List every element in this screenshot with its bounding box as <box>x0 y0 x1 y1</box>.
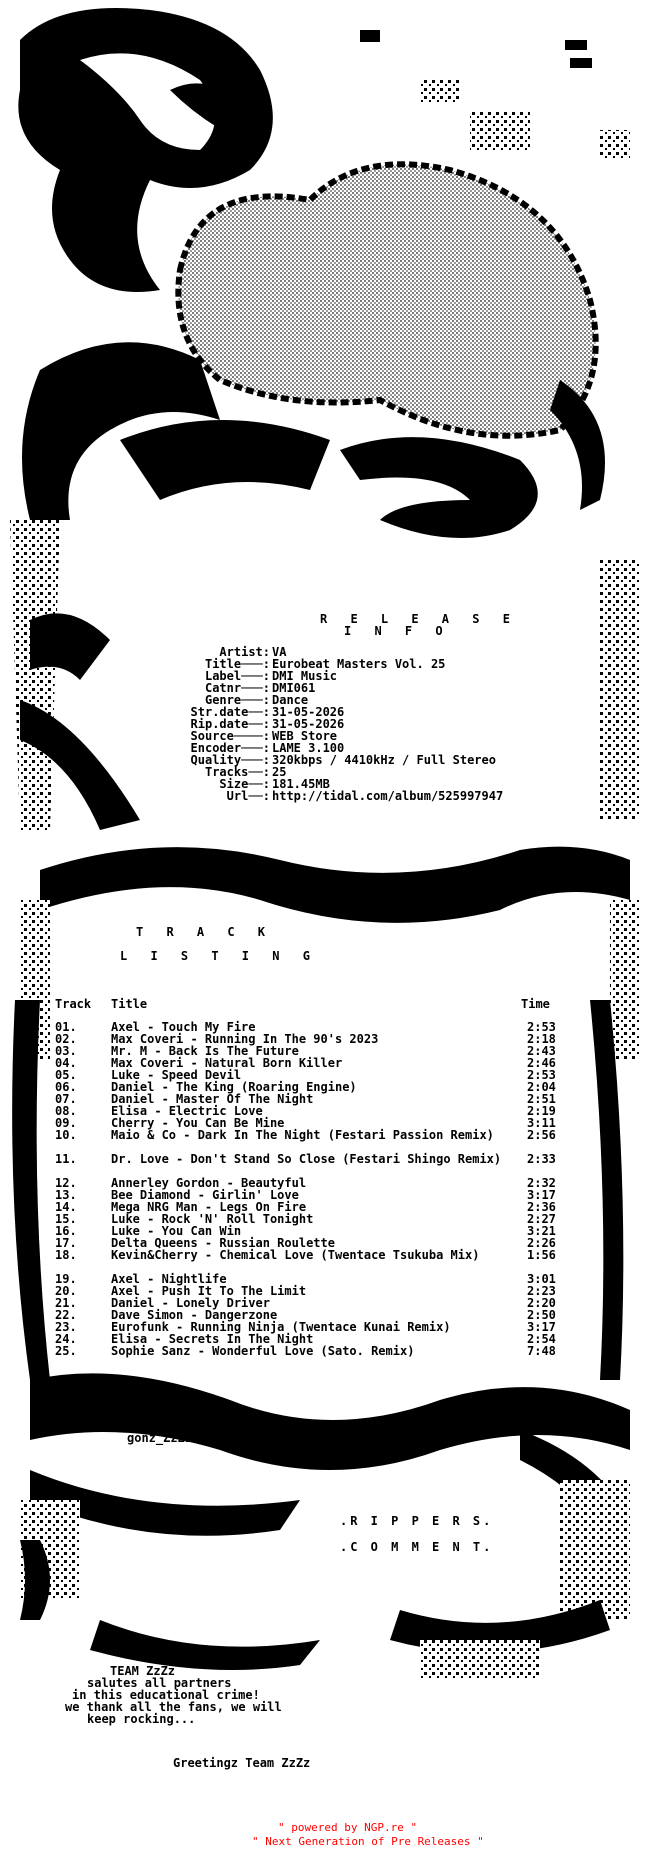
track-time: 2:19 <box>527 1104 556 1118</box>
column-header-title: Title <box>111 997 148 1011</box>
track-number: 18. <box>55 1248 77 1262</box>
track-time: 2:27 <box>527 1212 556 1226</box>
track-number: 11. <box>55 1152 77 1166</box>
track-title: Luke - Rock 'N' Roll Tonight <box>111 1212 314 1226</box>
track-time: 3:11 <box>527 1116 556 1130</box>
track-time: 2:51 <box>527 1092 556 1106</box>
info-value: DMI061 <box>272 681 316 695</box>
track-number: 23. <box>55 1320 77 1334</box>
info-row-url <box>0 790 656 802</box>
track-title: Daniel - Master Of The Night <box>111 1092 314 1106</box>
info-value: 320kbps / 4410kHz / Full Stereo <box>272 753 496 767</box>
track-time: 3:17 <box>527 1188 556 1202</box>
comment-line: TEAM ZzZz <box>110 1664 176 1678</box>
track-number: 12. <box>55 1176 77 1190</box>
track-number: 02. <box>55 1032 77 1046</box>
info-value: Dance <box>272 693 309 707</box>
track-number: 16. <box>55 1224 77 1238</box>
track-title: Dave Simon - Dangerzone <box>111 1308 278 1322</box>
track-title: Luke - Speed Devil <box>111 1068 242 1082</box>
info-heading: I N F O <box>344 624 451 638</box>
info-value: DMI Music <box>272 669 338 683</box>
track-time: 2:50 <box>527 1308 556 1322</box>
track-title: Axel - Touch My Fire <box>111 1020 256 1034</box>
info-label: Title───: <box>204 657 270 671</box>
track-title: Cherry - You Can Be Mine <box>111 1116 285 1130</box>
track-title: Bee Diamond - Girlin' Love <box>111 1188 299 1202</box>
ascii-credit: ASCii by <box>127 1419 185 1433</box>
column-header-time: Time <box>521 997 550 1011</box>
track-title: Daniel - Lonely Driver <box>111 1296 270 1310</box>
track-title: Mega NRG Man - Legs On Fire <box>111 1200 307 1214</box>
info-label: Source────: <box>190 729 270 743</box>
info-row-quality <box>0 754 656 766</box>
track-time: 2:04 <box>527 1080 556 1094</box>
info-row-catnr <box>0 682 656 694</box>
listing-heading: L I S T I N G <box>120 949 318 963</box>
track-time: 1:56 <box>527 1248 556 1262</box>
track-title: Kevin&Cherry - Chemical Love (Twentace Tsukuba Mix) <box>111 1248 480 1262</box>
track-title: Mr. M - Back Is The Future <box>111 1044 299 1058</box>
track-number: 24. <box>55 1332 77 1346</box>
track-title: Axel - Nightlife <box>111 1272 227 1286</box>
track-number: 06. <box>55 1080 77 1094</box>
track-number: 03. <box>55 1044 77 1058</box>
info-value: 181.45MB <box>272 777 330 791</box>
info-value: WEB Store <box>272 729 338 743</box>
track-title: Sophie Sanz - Wonderful Love (Sato. Remix) <box>111 1344 415 1358</box>
track-time: 2:36 <box>527 1200 556 1214</box>
track-number: 10. <box>55 1128 77 1142</box>
track-number: 15. <box>55 1212 77 1226</box>
track-number: 21. <box>55 1296 77 1310</box>
footer-tagline: " Next Generation of Pre Releases " <box>252 1835 484 1848</box>
rippers-heading: .R I P P E R S. <box>340 1514 494 1528</box>
track-time: 7:48 <box>527 1344 556 1358</box>
track-number: 01. <box>55 1020 77 1034</box>
track-number: 19. <box>55 1272 77 1286</box>
track-time: 2:33 <box>527 1152 556 1166</box>
track-number: 14. <box>55 1200 77 1214</box>
track-title: Elisa - Electric Love <box>111 1104 263 1118</box>
track-time: 3:01 <box>527 1272 556 1286</box>
comment-line: keep rocking... <box>87 1712 196 1726</box>
info-value: VA <box>272 645 287 659</box>
track-number: 13. <box>55 1188 77 1202</box>
track-number: 17. <box>55 1236 77 1250</box>
info-label: Genre───: <box>204 693 270 707</box>
track-title: Daniel - The King (Roaring Engine) <box>111 1080 357 1094</box>
track-number: 25. <box>55 1344 77 1358</box>
track-title: Max Coveri - Natural Born Killer <box>111 1056 343 1070</box>
info-label: Catnr───: <box>204 681 270 695</box>
track-number: 20. <box>55 1284 77 1298</box>
info-label: Tracks──: <box>204 765 270 779</box>
info-value: 25 <box>272 765 287 779</box>
track-title: Max Coveri - Running In The 90's 2023 <box>111 1032 379 1046</box>
track-time: 2:56 <box>527 1128 556 1142</box>
info-label: Quality───: <box>190 753 270 767</box>
track-title: Eurofunk - Running Ninja (Twentace Kunai Remix) <box>111 1320 451 1334</box>
info-value: http://tidal.com/album/525997947 <box>272 789 504 803</box>
track-time: 2:53 <box>527 1020 556 1034</box>
track-time: 2:46 <box>527 1056 556 1070</box>
comment-line: in this educational crime! <box>72 1688 260 1702</box>
track-number: 09. <box>55 1116 77 1130</box>
track-number: 08. <box>55 1104 77 1118</box>
track-number: 04. <box>55 1056 77 1070</box>
info-label: Url──: <box>226 789 270 803</box>
release-heading: R E L E A S E <box>320 612 518 626</box>
track-title: Maio & Co - Dark In The Night (Festari Passion Remix) <box>111 1128 494 1142</box>
track-time: 2:20 <box>527 1296 556 1310</box>
comment-heading: .C O M M E N T. <box>340 1540 494 1554</box>
track-number: 22. <box>55 1308 77 1322</box>
ascii-author: gonz_ZzZz <box>127 1431 193 1445</box>
comment-line: we thank all the fans, we will <box>65 1700 282 1714</box>
track-time: 2:23 <box>527 1284 556 1298</box>
track-title: Axel - Push It To The Limit <box>111 1284 307 1298</box>
track-time: 2:43 <box>527 1044 556 1058</box>
track-title: Delta Queens - Russian Roulette <box>111 1236 335 1250</box>
comment-line: salutes all partners <box>87 1676 232 1690</box>
track-number: 05. <box>55 1068 77 1082</box>
info-label: Encoder───: <box>190 741 270 755</box>
info-label: Size──: <box>219 777 270 791</box>
track-time: 2:18 <box>527 1032 556 1046</box>
column-header-track: Track <box>55 997 92 1011</box>
info-label: Label───: <box>204 669 270 683</box>
info-label: Artist: <box>219 645 270 659</box>
track-title: Elisa - Secrets In The Night <box>111 1332 314 1346</box>
track-time: 2:54 <box>527 1332 556 1346</box>
info-label: Rip.date──: <box>190 717 270 731</box>
greeting: Greetingz Team ZzZz <box>173 1756 311 1770</box>
info-value: LAME 3.100 <box>272 741 345 755</box>
track-time: 2:26 <box>527 1236 556 1250</box>
track-title: Annerley Gordon - Beautyful <box>111 1176 307 1190</box>
info-row-label <box>0 670 656 682</box>
track-time: 2:53 <box>527 1068 556 1082</box>
track-title: Dr. Love - Don't Stand So Close (Festari Shingo Remix) <box>111 1152 502 1166</box>
info-value: 31-05-2026 <box>272 717 345 731</box>
track-time: 2:32 <box>527 1176 556 1190</box>
track-time: 3:21 <box>527 1224 556 1238</box>
info-label: Str.date──: <box>190 705 270 719</box>
track-title: Luke - You Can Win <box>111 1224 242 1238</box>
track-heading: T R A C K <box>136 925 274 939</box>
footer-powered-by: " powered by NGP.re " <box>278 1821 418 1834</box>
track-time: 3:17 <box>527 1320 556 1334</box>
info-value: 31-05-2026 <box>272 705 345 719</box>
info-value: Eurobeat Masters Vol. 25 <box>272 657 446 671</box>
track-number: 07. <box>55 1092 77 1106</box>
